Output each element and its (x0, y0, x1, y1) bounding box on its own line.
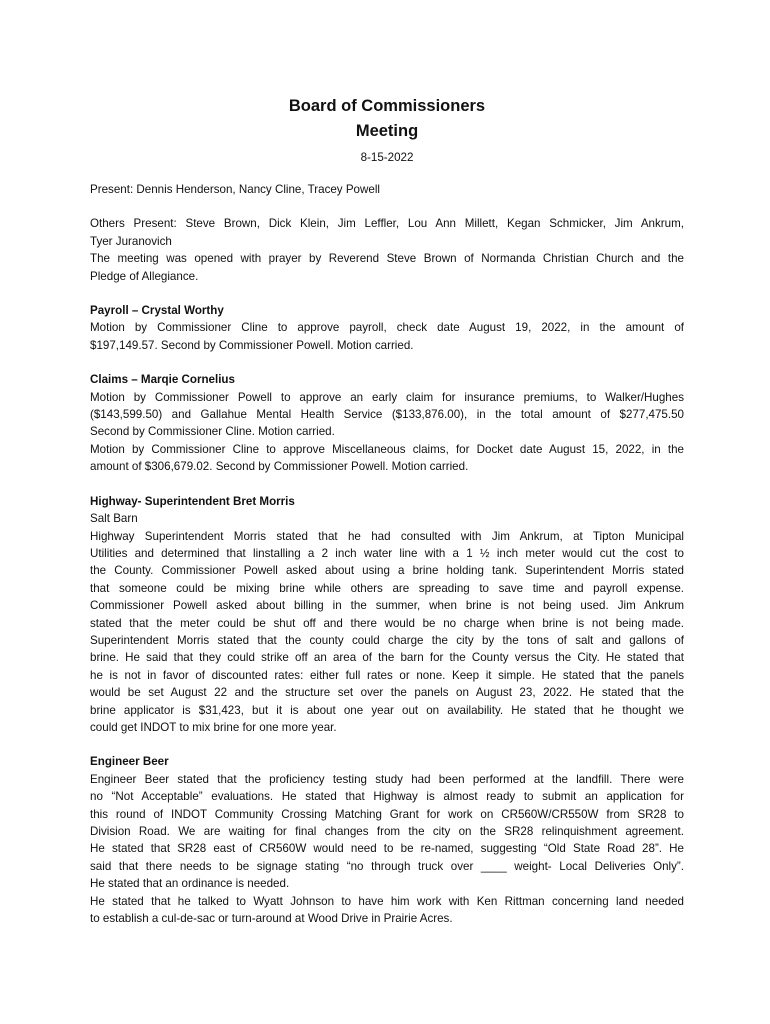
engineer-line: He stated that SR28 east of CR560W would need to be re-named, suggesting “Old State Road 28”. He (90, 842, 684, 856)
highway-section (90, 493, 684, 737)
engineer-line: no “Not Acceptable” evaluations. He stated that Highway is almost ready to submit an application for (90, 790, 684, 804)
opening-line: The meeting was opened with prayer by Reverend Steve Brown of Normanda Christian Church and the (90, 252, 684, 266)
engineer-line: to establish a cul-de-sac or turn-around at Wood Drive in Prairie Acres. (90, 912, 453, 926)
claims-line: ($143,599.50) and Gallahue Mental Health Service ($133,876.00), in the total amount of $277,475.50 (90, 408, 684, 422)
claims-line: Motion by Commissioner Cline to approve Miscellaneous claims, for Docket date August 15, 2022, in the (90, 442, 684, 456)
payroll-line: $197,149.57. Second by Commissioner Powell. Motion carried. (90, 338, 414, 352)
engineer-line: said that there needs to be signage stating “no through truck over ____ weight- Local Deliveries Only”. (90, 859, 684, 873)
payroll-section (90, 302, 684, 354)
engineer-line: He stated that an ordinance is needed. (90, 877, 290, 891)
highway-line: that someone could be mixing brine while others are spreading to save time and payroll expense. (90, 581, 684, 595)
meeting-date: 8-15-2022 (360, 151, 414, 164)
engineer-line: Engineer Beer stated that the proficiency testing study had been performed at the landfill. There were (90, 772, 684, 786)
opening-paragraph (90, 250, 684, 285)
engineer-line: He stated that he talked to Wyatt Johnson to have him work with Ken Rittman concerning land needed (90, 894, 684, 908)
highway-line: could get INDOT to mix brine for one more year. (90, 720, 337, 734)
highway-line: stated that the meter could be shut off and there would be no charge when brine is not being made. (90, 616, 684, 630)
payroll-line: Motion by Commissioner Cline to approve payroll, check date August 19, 2022, in the amount of (90, 321, 684, 335)
highway-line: Highway Superintendent Morris stated that he had consulted with Jim Ankrum, at Tipton Municipal (90, 529, 684, 543)
others-present (90, 215, 684, 250)
highway-heading: Highway- Superintendent Bret Morris (90, 494, 295, 508)
highway-line: Commissioner Powell asked about billing in the summer, when brine is not being used. Jim Ankrum (90, 599, 684, 613)
claims-section (90, 371, 684, 475)
present-line: Present: Dennis Henderson, Nancy Cline, Tracey Powell (90, 183, 380, 196)
highway-subheading: Salt Barn (90, 512, 138, 526)
highway-line: Superintendent Morris stated that the county could charge the city by the tons of salt and gallons of (90, 633, 684, 647)
others-present-line: Tyer Juranovich (90, 234, 172, 248)
highway-line: brine. He said that they could strike off an area of the barn for the County versus the City. He stated that (90, 651, 684, 665)
document-title-line-2: Meeting (355, 122, 419, 140)
highway-line: Utilities and determined that linstalling a 2 inch water line with a 1 ½ inch meter would cut the cost to (90, 546, 684, 560)
engineer-heading: Engineer Beer (90, 755, 169, 769)
highway-line: he is not in favor of discounted rates: either full rates or none. Keep it simple. He stated that the panels (90, 668, 684, 682)
payroll-heading: Payroll – Crystal Worthy (90, 304, 224, 318)
opening-line: Pledge of Allegiance. (90, 269, 199, 283)
highway-line: the County. Commissioner Powell asked about using a brine holding tank. Superintendent Morris stated (90, 564, 684, 578)
engineer-line: this round of INDOT Community Crossing Matching Grant for work on CR560W/CR550W from SR28 to (90, 807, 684, 821)
highway-line: brine applicator is $31,423, but it is about one year out on availability. He stated that he thought we (90, 703, 684, 717)
claims-heading: Claims – Marqie Cornelius (90, 373, 235, 387)
others-present-line: Others Present: Steve Brown, Dick Klein, Jim Leffler, Lou Ann Millett, Kegan Schmicker, Jim Ankrum, (90, 217, 684, 231)
claims-line: amount of $306,679.02. Second by Commissioner Powell. Motion carried. (90, 460, 469, 474)
claims-line: Motion by Commissioner Powell to approve an early claim for insurance premiums, to Walker/Hughes (90, 390, 684, 404)
document-title-line-1: Board of Commissioners (288, 97, 486, 115)
engineer-line: Division Road. We are waiting for final changes from the city on the SR28 relinquishment agreement. (90, 825, 684, 838)
highway-line: would be set August 22 and the structure set over the panels on August 23, 2022. He stated that the (90, 686, 684, 700)
claims-line: Second by Commissioner Cline. Motion carried. (90, 425, 335, 439)
document-page (90, 94, 684, 927)
engineer-section (90, 753, 684, 927)
